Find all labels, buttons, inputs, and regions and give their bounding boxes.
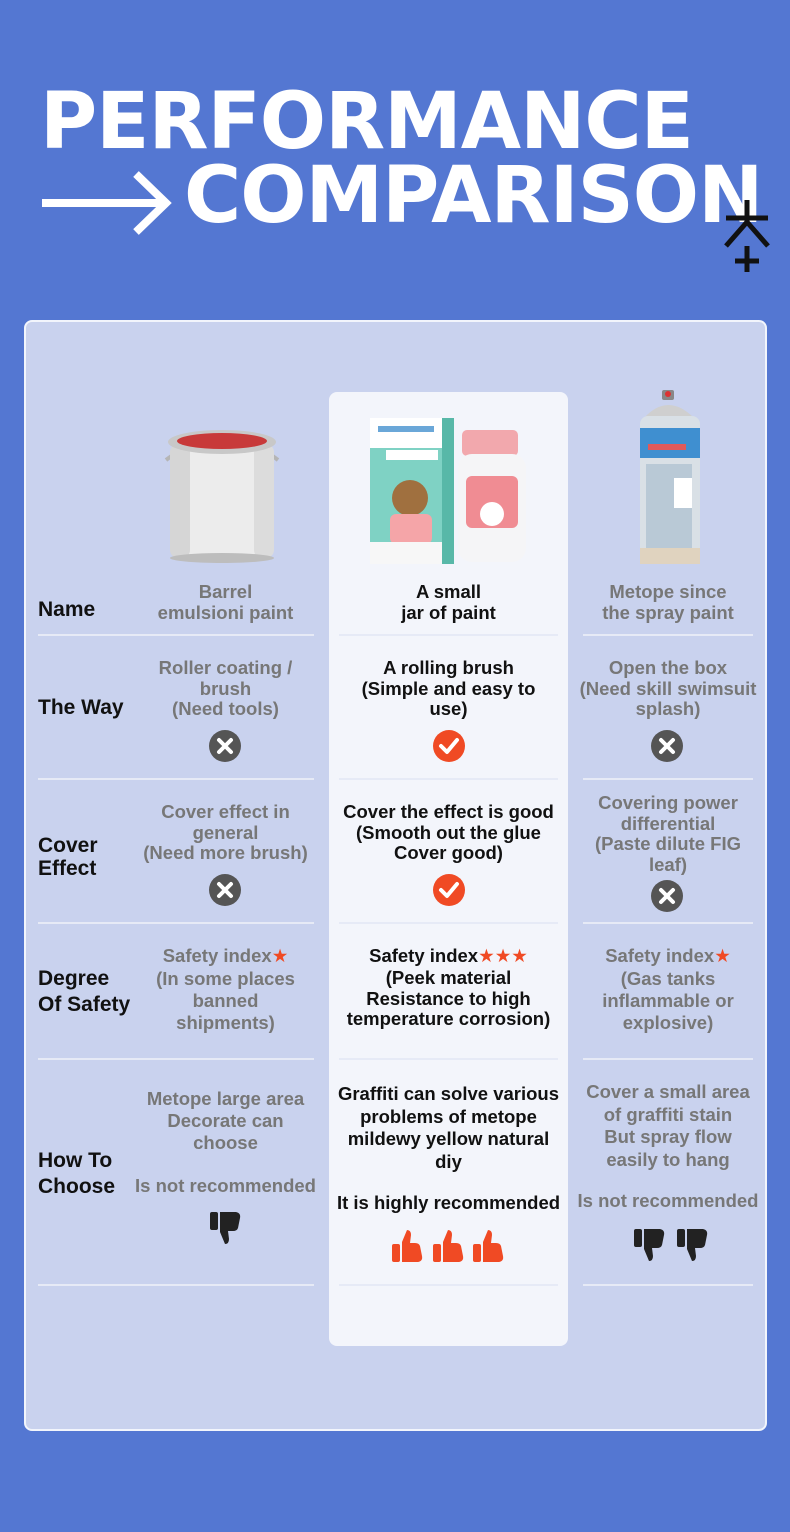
divider bbox=[583, 778, 753, 780]
star-icon: ★ bbox=[714, 945, 731, 966]
divider bbox=[38, 778, 314, 780]
safety-index-label: Safety index bbox=[162, 945, 272, 966]
name-barrel: Barrel emulsioni paint bbox=[157, 581, 294, 623]
row-label-way: The Way bbox=[38, 696, 124, 719]
brand-logo-icon bbox=[720, 198, 774, 274]
cross-icon bbox=[650, 879, 684, 913]
choose-jar: Graffiti can solve various problems of metope mildewy yellow natural diy bbox=[337, 1083, 560, 1172]
check-icon bbox=[432, 729, 466, 763]
name-jar: A small jar of paint bbox=[401, 581, 496, 623]
safety-spray-index bbox=[568, 946, 768, 967]
cross-icon bbox=[650, 729, 684, 763]
right-arrow-icon bbox=[40, 170, 174, 236]
name-spray: Metope since the spray paint bbox=[602, 581, 734, 623]
row-label-cover: Cover Effect bbox=[38, 834, 98, 880]
thumbs-down-icon bbox=[675, 1227, 711, 1263]
choose-spray-recommendation: Is not recommended bbox=[577, 1190, 759, 1211]
paint-jar-package-icon bbox=[366, 410, 536, 566]
row-label-name: Name bbox=[38, 598, 96, 621]
title-line-2: COMPARISON bbox=[184, 151, 763, 241]
check-icon bbox=[432, 873, 466, 907]
paint-bucket-icon bbox=[158, 424, 286, 564]
thumbs-up-icon bbox=[390, 1228, 426, 1264]
divider bbox=[38, 1058, 314, 1060]
safety-index-label: Safety index bbox=[369, 945, 479, 966]
row-label-safety: Degree Of Safety bbox=[38, 967, 131, 1016]
star-icon: ★★★ bbox=[478, 945, 528, 966]
safety-spray: (Gas tanks inflammable or explosive) bbox=[602, 968, 734, 1033]
thumbs-down-icon bbox=[632, 1227, 668, 1263]
cross-icon bbox=[208, 729, 242, 763]
divider bbox=[339, 778, 558, 780]
divider bbox=[583, 922, 753, 924]
divider bbox=[583, 634, 753, 636]
cover-jar: Cover the effect is good (Smooth out the glue Cover good) bbox=[343, 801, 554, 863]
cover-barrel: Cover effect in general (Need more brush) bbox=[143, 801, 308, 863]
divider bbox=[583, 1058, 753, 1060]
divider bbox=[339, 1058, 558, 1060]
cross-icon bbox=[208, 873, 242, 907]
spray-can-icon bbox=[634, 388, 704, 566]
divider bbox=[339, 1284, 558, 1286]
divider bbox=[339, 634, 558, 636]
choose-barrel-recommendation: Is not recommended bbox=[135, 1175, 316, 1196]
safety-jar-index bbox=[329, 946, 568, 967]
thumbs-up-icon bbox=[431, 1228, 467, 1264]
row-label-choose: How To Choose bbox=[38, 1149, 116, 1198]
thumbs-up-icon bbox=[471, 1228, 507, 1264]
way-spray: Open the box (Need skill swimsuit splash) bbox=[579, 657, 757, 719]
cover-spray: Covering power differential (Paste dilute FIG leaf) bbox=[595, 792, 741, 875]
star-icon: ★ bbox=[271, 945, 289, 966]
choose-jar-recommendation: It is highly recommended bbox=[336, 1192, 561, 1213]
divider bbox=[38, 634, 314, 636]
divider bbox=[38, 922, 314, 924]
safety-barrel-index bbox=[128, 946, 323, 967]
safety-index-label: Safety index bbox=[605, 945, 715, 966]
divider bbox=[38, 1284, 314, 1286]
safety-jar: (Peek material Resistance to high temperature corrosion) bbox=[346, 967, 551, 1029]
way-jar: A rolling brush (Simple and easy to use) bbox=[361, 657, 536, 719]
way-barrel: Roller coating / brush (Need tools) bbox=[158, 657, 293, 719]
divider bbox=[339, 922, 558, 924]
title-line-1: PERFORMANCE bbox=[40, 77, 693, 167]
choose-barrel: Metope large area Decorate can choose bbox=[146, 1088, 305, 1153]
choose-spray: Cover a small area of graffiti stain But spray flow easily to hang bbox=[586, 1081, 750, 1170]
divider bbox=[583, 1284, 753, 1286]
safety-barrel: (In some places banned shipments) bbox=[156, 968, 295, 1033]
thumbs-down-icon bbox=[208, 1210, 244, 1246]
